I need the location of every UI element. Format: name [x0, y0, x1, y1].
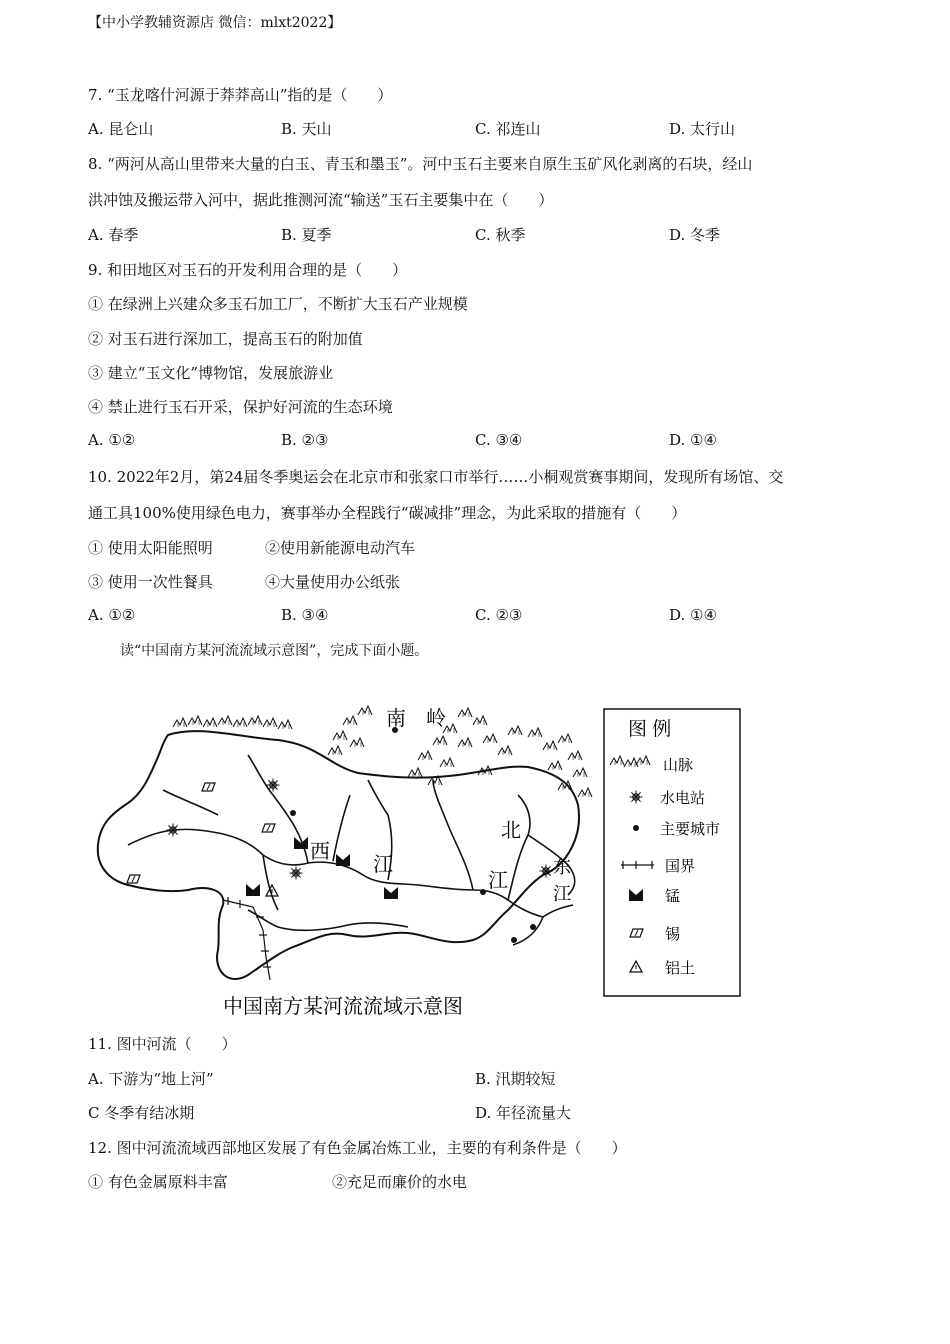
map-intro: 读“中国南方某河流流域示意图”，完成下面小题。 [120, 643, 429, 659]
national-border [223, 897, 271, 980]
q10-option-a: A. ①② [88, 606, 136, 624]
q10-option-c: C. ②③ [475, 606, 523, 624]
q11-option-b: B. 汛期较短 [475, 1070, 556, 1088]
q7-option-a: A. 昆仑山 [88, 120, 154, 138]
label-bei-jiang: 江 [488, 870, 508, 892]
label-nanling: 南 岭 [386, 708, 446, 730]
q8-option-c: C. 秋季 [475, 226, 526, 244]
page-header: 【中小学教辅资源店 微信：mlxt2022】 [88, 15, 342, 31]
q11-option-d: D. 年径流量大 [475, 1104, 572, 1122]
q7-option-d: D. 太行山 [669, 120, 736, 138]
q9-item-2: ② 对玉石进行深加工，提高玉石的附加值 [88, 330, 363, 348]
q10-item-1: ① 使用太阳能照明 [88, 539, 213, 557]
q11-option-a: A. 下游为“地上河” [88, 1070, 214, 1088]
tin-markers [127, 783, 275, 883]
q8-option-a: A. 春季 [88, 226, 139, 244]
rivers [128, 755, 575, 945]
q9-option-a: A. ①② [88, 431, 136, 449]
q11-stem: 11. 图中河流（ ） [88, 1035, 237, 1053]
legend-mountain: 山脉 [663, 757, 694, 774]
legend-hydro: 水电站 [660, 790, 706, 807]
legend-title: 图 例 [628, 719, 672, 740]
q9-stem: 9. 和田地区对玉石的开发利用合理的是（ ） [88, 261, 408, 279]
q12-item-1: ① 有色金属原料丰富 [88, 1173, 228, 1191]
basin-boundary [98, 731, 579, 979]
q11-option-c: C 冬季有结冰期 [88, 1104, 195, 1122]
q10-item-2: ②使用新能源电动汽车 [265, 539, 416, 557]
q8-stem-line1: 8. “两河从高山里带来大量的白玉、青玉和墨玉”。河中玉石主要来自原生玉矿风化剥离的石块，经山 [88, 155, 753, 173]
hydro-station-markers [167, 779, 553, 880]
label-dong-jiang: 江 [553, 884, 571, 904]
q10-item-4: ④大量使用办公纸张 [265, 573, 401, 591]
q12-stem: 12. 图中河流流域西部地区发展了有色金属冶炼工业，主要的有利条件是（ ） [88, 1139, 627, 1157]
q9-item-4: ④ 禁止进行玉石开采，保护好河流的生态环境 [88, 398, 393, 416]
mountain-range-symbols [173, 706, 592, 797]
q10-item-3: ③ 使用一次性餐具 [88, 573, 213, 591]
q9-item-3: ③ 建立“玉文化”博物馆，发展旅游业 [88, 364, 334, 382]
legend-bauxite: 铝土 [665, 960, 696, 977]
q9-option-b: B. ②③ [281, 431, 329, 449]
q9-option-c: C. ③④ [475, 431, 523, 449]
q10-stem-line2: 通工具100%使用绿色电力，赛事举办全程践行“碳减排”理念，为此采取的措施有（ ） [88, 504, 687, 522]
q10-option-b: B. ③④ [281, 606, 329, 624]
q7-option-b: B. 天山 [281, 120, 332, 138]
label-xi-jiang: 江 [373, 854, 393, 876]
q10-stem-line1: 10. 2022年2月，第24届冬季奥运会在北京市和张家口市举行……小桐观赏赛事期间，发现所有场馆、交 [88, 468, 784, 486]
label-bei: 北 [501, 820, 521, 842]
q9-option-d: D. ①④ [669, 431, 717, 449]
legend-city: 主要城市 [660, 821, 721, 838]
q8-stem-line2: 洪冲蚀及搬运带入河中，据此推测河流“输送”玉石主要集中在（ ） [88, 191, 554, 209]
legend-border: 国界 [665, 858, 696, 875]
map-legend [604, 709, 740, 996]
q12-item-2: ②充足而廉价的水电 [332, 1173, 468, 1191]
q8-option-d: D. 冬季 [669, 226, 721, 244]
legend-manganese: 锰 [665, 888, 681, 905]
q8-option-b: B. 夏季 [281, 226, 332, 244]
q7-option-c: C. 祁连山 [475, 120, 541, 138]
legend-tin: 锡 [665, 926, 681, 943]
q9-item-1: ① 在绿洲上兴建众多玉石加工厂，不断扩大玉石产业规模 [88, 295, 468, 313]
q10-option-d: D. ①④ [669, 606, 717, 624]
label-dong: 东 [553, 857, 571, 877]
map-caption: 中国南方某河流流域示意图 [223, 996, 463, 1018]
q7-stem: 7. “玉龙喀什河源于莽莽高山”指的是（ ） [88, 86, 393, 104]
label-xi: 西 [310, 841, 330, 863]
river-basin-map [88, 695, 758, 1025]
city-marker [290, 810, 296, 816]
